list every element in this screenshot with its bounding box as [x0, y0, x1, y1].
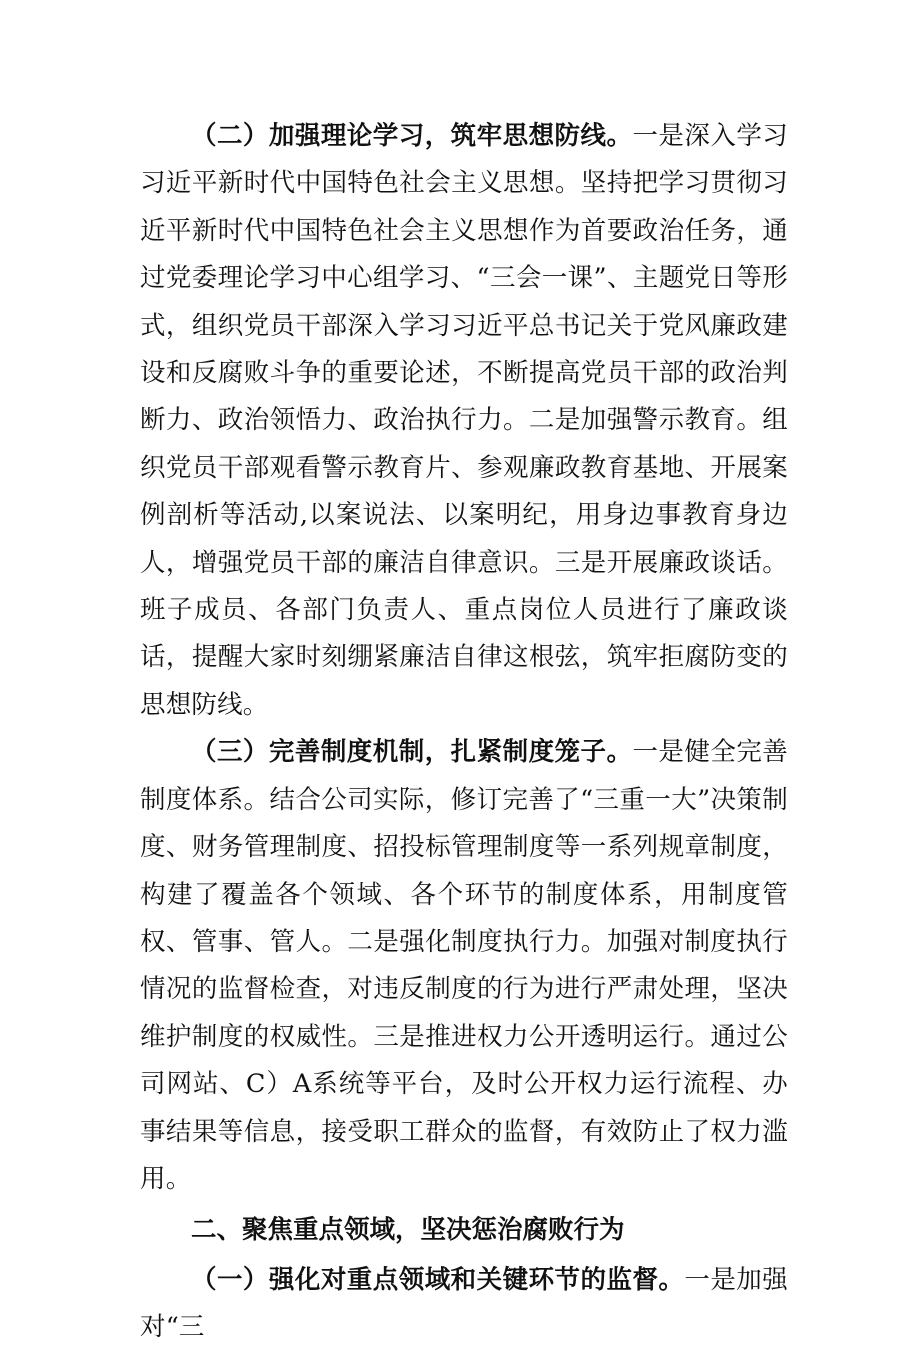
paragraph-lead: （三）完善制度机制，扎紧制度笼子。 [191, 737, 633, 768]
paragraph-body: 一是深入学习习近平新时代中国特色社会主义思想。坚持把学习贯彻习近平新时代中国特色社会主义思想作为首要政治任务，通过党委理论学习中心组学习、“三会一课”、主题党日等形式，组织党员干部深入学习习近平总书记关于党风廉政建设和反腐败斗争的重要论述，不断提高党员干部的政治判断力、政治领悟力、政治执行力。二是加强警示教育。组织党员干部观看警示教育片、参观廉政教育基地、开展案例剖析等活动,以案说法、以案明纪，用身边事教育身边人，增强党员干部的廉洁自律意识。三是开展廉政谈话。班子成员、各部门负责人、重点岗位人员进行了廉政谈话，提醒大家时刻绷紧廉洁自律这根弦，筑牢拒腐防变的思想防线。 [140, 121, 788, 720]
paragraph-key-areas [140, 1257, 788, 1352]
paragraph-body: 一是健全完善制度体系。结合公司实际，修订完善了“三重一大”决策制度、财务管理制度、招投标管理制度等一系列规章制度，构建了覆盖各个领域、各个环节的制度体系，用制度管权、管事、管人。二是强化制度执行力。加强对制度执行情况的监督检查，对违反制度的行为进行严肃处理，坚决维护制度的权威性。三是推进权力公开透明运行。通过公司网站、C）A系统等平台，及时公开权力运行流程、办事结果等信息，接受职工群众的监督，有效防止了权力滥用。 [140, 737, 788, 1194]
section-heading: 二、聚焦重点领域，坚决惩治腐败行为 [191, 1215, 625, 1246]
paragraph-lead: （一）强化对重点领域和关键环节的监督。 [191, 1264, 685, 1295]
paragraph-strengthen-theory [140, 113, 788, 729]
paragraph-lead: （二）加强理论学习，筑牢思想防线。 [191, 121, 633, 151]
spacer [140, 1203, 788, 1205]
paragraph-improve-system [140, 729, 788, 1203]
document-page [140, 113, 788, 1352]
paragraph-body: 一是加强对“三 [140, 1264, 788, 1343]
